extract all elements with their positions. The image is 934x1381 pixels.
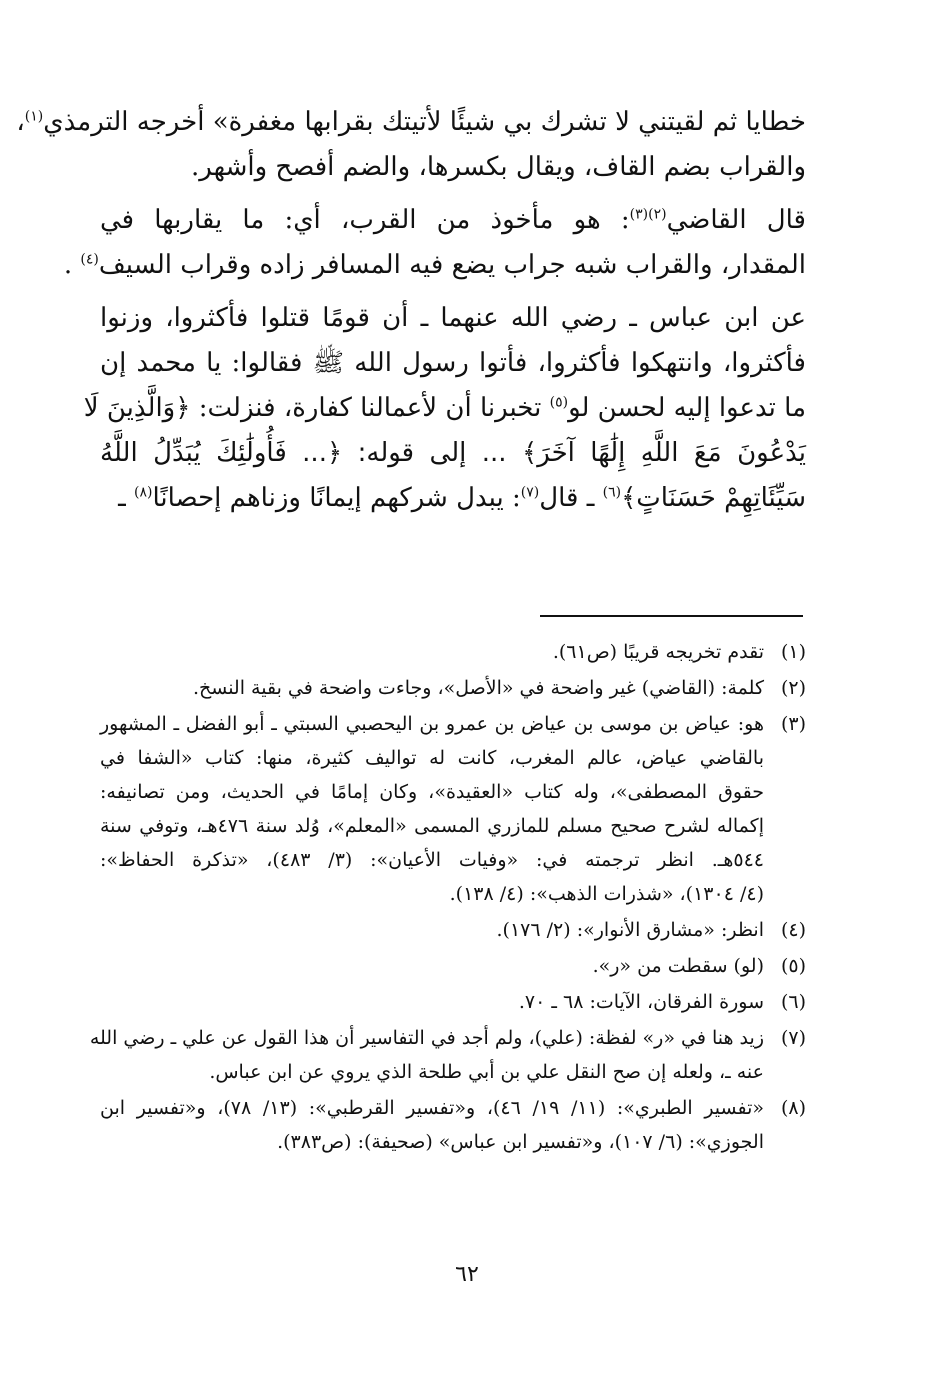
text-line: ما تدعوا إليه لحسن لو$^{(٥)}$ تخبرنا أن لأعمالنا كفارة، فنزلت: ﴿وَالَّذِينَ لَا	[83, 393, 806, 423]
footnote-text	[100, 985, 764, 1019]
footnote-ref[interactable]: (٤)	[80, 251, 99, 268]
footnotes	[89, 635, 806, 1161]
footnote-ref[interactable]: (٦)	[602, 484, 622, 501]
footnote-line: الجوزي»: (٦/ ١٠٧)، و«تفسير ابن عباس» (صحيفة): (ص٣٨٣).	[277, 1131, 764, 1153]
footnote-ref[interactable]: (١)	[24, 108, 44, 125]
footnote-line: سورة الفرقان، الآيات: ٦٨ ـ ٧٠.	[518, 991, 764, 1013]
footnote-number: (٤)	[780, 919, 806, 941]
text-line: فأكثروا، وانتهكوا فأكثروا، فأتوا رسول الله ﷺ فقالوا: يا محمد إن	[100, 348, 806, 378]
text-line: خطايا ثم لقيتني لا تشرك بي شيئًا لأتيتك بقرابها مغفرة» أخرجه الترمذي$^{(١)}$،	[16, 107, 806, 137]
footnote-line: عنه ـ، ولعله إن صح النقل علي بن أبي طلحة الذي يروي عن ابن عباس.	[209, 1061, 764, 1083]
footnote-line: زيد هنا في «ر» لفظة: (علي)، ولم أجد في التفاسير أن هذا القول عن علي ـ رضي الله	[89, 1027, 764, 1049]
footnote-line: (٤/ ١٣٠٤)، «شذرات الذهب»: (٤/ ١٣٨).	[449, 883, 764, 905]
footnote-ref[interactable]: (٢)(٣)	[629, 206, 667, 223]
text-line: والقراب بضم القاف، ويقال بكسرها، والضم أفصح وأشهر.	[190, 152, 806, 182]
footnote-line: إكماله لشرح صحيح مسلم للمازري المسمى «المعلم»، وُلد سنة ٤٧٦هـ، وتوفي سنة	[100, 815, 764, 837]
footnote-item	[100, 1091, 806, 1159]
footnote-number: (٨)	[780, 1097, 806, 1119]
footnote-line: حقوق المصطفى»، وله كتاب «العقيدة»، وكان إمامًا في الحديث، ومن تصانيفه:	[100, 781, 764, 803]
footnote-ref[interactable]: (٨)	[133, 484, 153, 501]
footnote-line: تقدم تخريجه قريبًا (ص٦١).	[552, 641, 764, 663]
footnote-line: (لو) سقطت من «ر».	[592, 955, 764, 977]
text-line: المقدار، والقراب شبه جراب يضع فيه المسافر زاده وقراب السيف$^{(٤)}$ .	[63, 250, 806, 280]
footnote-text	[100, 1091, 764, 1159]
text-line: سَيِّئَاتِهِمْ حَسَنَاتٍ﴾$^{(٦)}$ ـ قال$^{(٧)}$: يبدل شركهم إيمانًا وزناهم إحصانًا$^{(٨)}$ ـ	[118, 483, 806, 513]
footnote-ref[interactable]: (٧)	[520, 484, 540, 501]
footnote-ref[interactable]: (٥)	[549, 394, 569, 411]
footnote-number: (٥)	[780, 955, 806, 977]
footnote-line: «تفسير الطبري»: (١١/ ١٩/ ٤٦)، و«تفسير القرطبي»: (١٣/ ٧٨)، و«تفسير ابن	[100, 1097, 765, 1119]
footnote-number: (١)	[780, 641, 806, 663]
footnote-line: انظر: «مشارق الأنوار»: (٢/ ١٧٦).	[496, 919, 764, 941]
footnote-item	[100, 949, 806, 983]
text-line: عن ابن عباس ـ رضي الله عنهما ـ أن قومًا قتلوا فأكثروا، وزنوا	[100, 303, 806, 333]
main-text	[16, 100, 806, 521]
footnote-text	[100, 671, 764, 705]
footnote-text	[100, 949, 764, 983]
text-line: قال القاضي$^{(٢)(٣)}$: هو مأخوذ من القرب، أي: ما يقاربها في	[100, 205, 806, 235]
footnote-line: هو: عياض بن موسى بن عياض بن عمرو بن اليحصبي السبتي ـ أبو الفضل ـ المشهور	[100, 713, 764, 735]
footnote-line: كلمة: (القاضي) غير واضحة في «الأصل»، وجاءت واضحة في بقية النسخ.	[192, 677, 764, 699]
quran-line: يَدْعُونَ مَعَ اللَّهِ إِلَٰهًا آخَرَ﴾ ... إلى قوله: ﴿... فَأُولَٰئِكَ يُبَدِّلُ اللَّهُ	[100, 438, 806, 468]
footnote-item	[100, 985, 806, 1019]
page-number: ٦٢	[455, 1262, 479, 1287]
footnote-text	[100, 635, 764, 669]
footnote-text	[100, 707, 764, 911]
footnote-text	[90, 1021, 764, 1089]
footnote-item	[89, 1021, 806, 1089]
footnote-line: ٥٤٤هـ. انظر ترجمته في: «وفيات الأعيان»: (٣/ ٤٨٣)، «تذكرة الحفاظ»:	[100, 849, 764, 871]
footnote-line: بالقاضي عياض، عالم المغرب، كانت له تواليف كثيرة، منها: كتاب «الشفا في	[100, 747, 764, 769]
footnote-number: (٦)	[780, 991, 806, 1013]
footnote-number: (٧)	[780, 1027, 806, 1049]
footnote-number: (٣)	[780, 713, 806, 735]
footnote-text	[100, 913, 764, 947]
footnote-item	[100, 913, 806, 947]
footnote-number: (٢)	[780, 677, 806, 699]
footnote-item	[100, 635, 806, 669]
footnote-item	[100, 707, 806, 911]
footnote-separator	[540, 615, 803, 617]
footnote-item	[100, 671, 806, 705]
quran-verse: سَيِّئَاتِهِمْ حَسَنَاتٍ﴾	[621, 483, 806, 513]
